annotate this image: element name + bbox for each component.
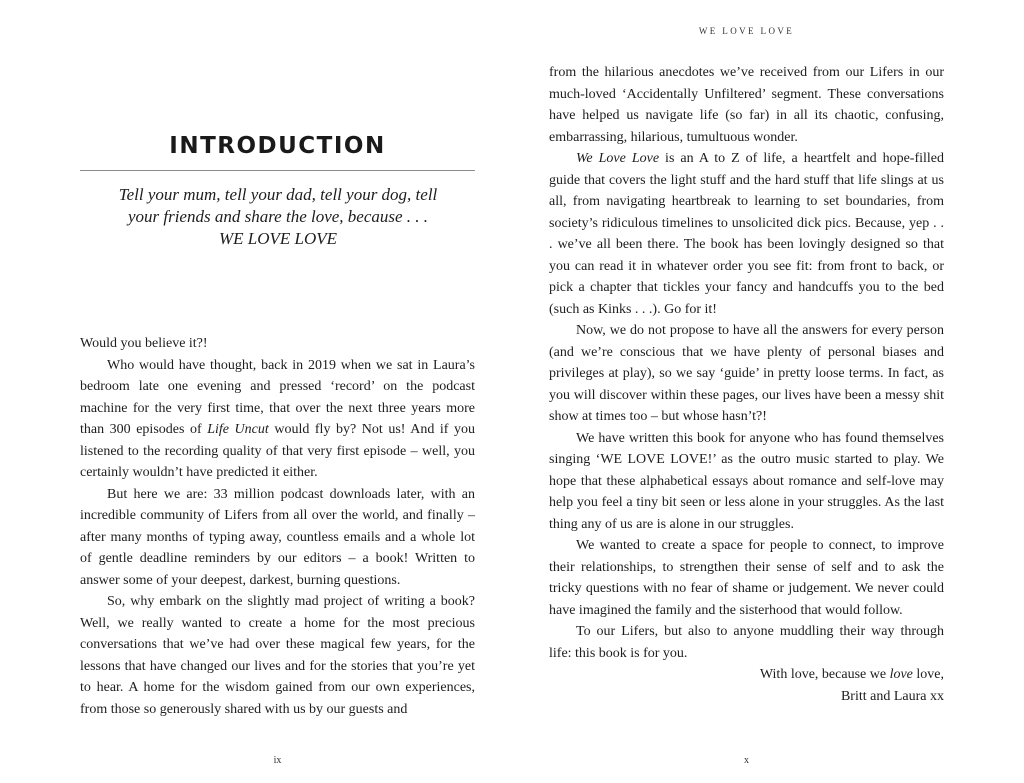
left-body-text [80,333,475,720]
right-body-text [549,62,944,707]
paragraph: from the hilarious anecdotes we’ve received from our Lifers in our much-loved ‘Accidentally Unfiltered’ segment. These conversations have helped us navigate life (so far) in all its chaotic, confusing, embarrassing, hilarious, tumultuous wonder. [549,65,944,145]
paragraph: We have written this book for anyone who has found themselves singing ‘WE LOVE LOVE!’ as the outro music started to play. We hope that these alphabetical essays about romance and self-love may help you feel a tiny bit seen or less alone in your struggles. As the last thing any of us are is alone in our struggles. [549,430,944,532]
paragraph: We wanted to create a space for people to connect, to improve their relationships, to strengthen their sense of self and to ask the tricky questions with no fear of shame or judgement. We never could have imagined the family and the sisterhood that would follow. [549,538,944,618]
paragraph: So, why embark on the slightly mad project of writing a book? Well, we really wanted to create a home for the most precious conversations that we’ve had over these magical few years, for the lessons that have changed our lives and for the stories that you’re yet to hear. A home for the wisdom gained from our own experiences, from those so generously shared with us by our guests and [80,594,475,717]
epigraph-line: WE LOVE LOVE [218,229,338,248]
paragraph: Now, we do not propose to have all the answers for every person (and we’re conscious that we have plenty of personal biases and privileges at play), so we say ‘guide’ in pretty loose terms. In fact, as you will discover within these pages, our lives have been a messy shit show at times too – but whose hasn’t?! [549,323,944,424]
paragraph: To our Lifers, but also to anyone muddling their way through life: this book is for you. [549,624,944,661]
running-head: WE LOVE LOVE [698,26,795,36]
paragraph: We Love Love is an A to Z of life, a heartfelt and hope-filled guide that covers the light stuff and the hard stuff that life slings at us all, from navigating heartbreak to learning to set boundaries, from society’s ridiculous timelines to unsolicited dick pics. Because, yep . . . we’ve all been there. The book has been lovingly designed so that you can read it in whatever order you see fit: from front to back, or pick a chapter that tickles your fancy and handcuffs you to the bed (such as Kinks . . .). Go for it! [549,151,944,317]
page-number: x [744,755,749,766]
epigraph-line: your friends and share the love, because . . . [127,207,429,226]
paragraph: Who would have thought, back in 2019 when we sat in Laura’s bedroom late one evening and pressed ‘record’ on the podcast machine for the very first time, that over the next three years more than 300 episodes of Life Uncut would fly by? Not us! And if you listened to the recording quality of that very first episode – well, you certainly wouldn’t have predicted it either. [80,357,476,480]
paragraph: Would you believe it?! [80,336,208,351]
epigraph [98,184,458,250]
left-page [80,0,475,783]
page-number: ix [273,755,282,766]
paragraph: But here we are: 33 million podcast downloads later, with an incredible community of Lifers from all over the world, and finally – after many months of typing away, countless emails and a whole lot of gentle deadline reminders by our editors – a book! Written to answer some of your deepest, darkest, burning questions. [80,486,475,588]
signoff-line: With love, because we love love, [759,667,944,682]
right-page [549,0,944,783]
signoff-line: Britt and Laura xx [840,688,944,704]
chapter-title: INTRODUCTION [169,133,386,159]
title-rule [80,170,475,171]
epigraph-line: Tell your mum, tell your dad, tell your dog, tell [118,185,438,204]
